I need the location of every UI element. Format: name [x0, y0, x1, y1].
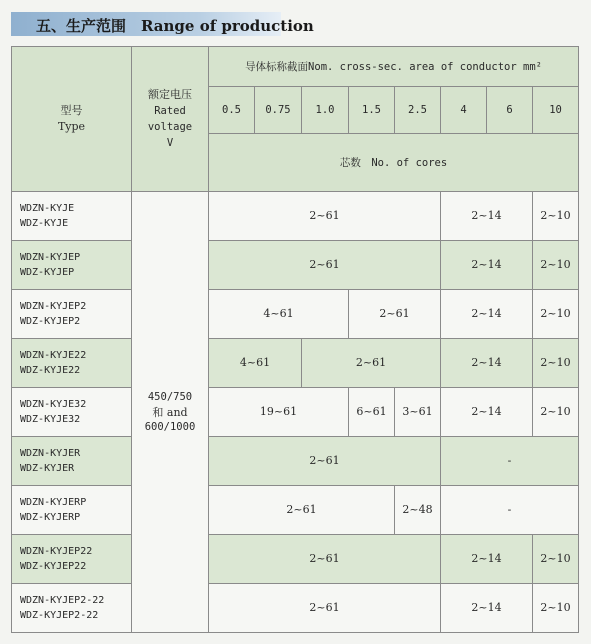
type-header	[12, 47, 132, 192]
cores-cell: 2~61	[209, 241, 441, 290]
type-cell	[12, 486, 132, 535]
cores-cell: 4~61	[209, 339, 302, 388]
size-10: 10	[533, 87, 579, 134]
type-name-1: WDZN-KYJEP22	[20, 546, 93, 557]
table-row	[12, 290, 579, 339]
table-row	[12, 437, 579, 486]
cores-cell: 2~14	[441, 192, 533, 241]
cores-cell: 2~10	[533, 584, 579, 633]
type-name-1: WDZN-KYJE	[20, 203, 75, 214]
table-row	[12, 339, 579, 388]
cores-header: 芯数 No. of cores	[209, 134, 579, 192]
size-6: 6	[487, 87, 533, 134]
cores-cell: 2~61	[209, 584, 441, 633]
voltage-header-en2: voltage	[147, 121, 193, 133]
type-name-2: WDZ-KYJEP	[20, 267, 75, 278]
cores-cell: 6~61	[349, 388, 395, 437]
type-name-2: WDZ-KYJEP2	[20, 316, 81, 327]
type-cell	[12, 535, 132, 584]
type-name-1: WDZN-KYJEP	[20, 252, 81, 263]
type-name-2: WDZ-KYJERP	[20, 512, 81, 523]
cores-cell: 2~14	[441, 339, 533, 388]
cores-cell: 2~48	[395, 486, 441, 535]
table-row	[12, 486, 579, 535]
type-name-1: WDZN-KYJE32	[20, 399, 87, 410]
type-cell	[12, 339, 132, 388]
type-name-2: WDZ-KYJE32	[20, 414, 81, 425]
type-name-2: WDZ-KYJER	[20, 463, 75, 474]
cores-cell: 2~14	[441, 290, 533, 339]
table-row	[12, 192, 579, 241]
cores-cell: 2~10	[533, 339, 579, 388]
type-name-1: WDZN-KYJEP2-22	[20, 595, 105, 606]
type-cell	[12, 388, 132, 437]
type-name-1: WDZN-KYJE22	[20, 350, 87, 361]
cores-cell: 2~14	[441, 584, 533, 633]
cores-cell: 2~10	[533, 290, 579, 339]
type-header-en: Type	[57, 120, 86, 133]
voltage-header-en1: Rated	[154, 105, 186, 117]
section-title: 五、生产范围 Range of production	[36, 17, 314, 35]
type-name-2: WDZ-KYJE22	[20, 365, 81, 376]
cores-cell: 2~10	[533, 535, 579, 584]
cores-cell: -	[441, 486, 579, 535]
size-2-5: 2.5	[395, 87, 441, 134]
voltage-line-3: 600/1000	[144, 420, 196, 433]
cores-cell: 3~61	[395, 388, 441, 437]
cores-cell: 2~61	[349, 290, 441, 339]
production-range-table	[11, 46, 579, 633]
voltage-cell	[132, 192, 209, 633]
size-1-0: 1.0	[302, 87, 349, 134]
voltage-header-cn: 额定电压	[148, 88, 192, 101]
cores-cell: 2~61	[209, 535, 441, 584]
voltage-line-1: 450/750	[147, 390, 193, 403]
cores-cell: 2~10	[533, 388, 579, 437]
size-0-75: 0.75	[255, 87, 302, 134]
type-cell	[12, 437, 132, 486]
table-row	[12, 241, 579, 290]
size-0-5: 0.5	[209, 87, 255, 134]
cores-cell: 2~14	[441, 241, 533, 290]
voltage-header	[132, 47, 209, 192]
type-name-1: WDZN-KYJERP	[20, 497, 87, 508]
table-row	[12, 388, 579, 437]
area-header: 导体标称截面Nom. cross-sec. area of conductor mm²	[209, 47, 579, 87]
type-cell	[12, 584, 132, 633]
type-cell	[12, 192, 132, 241]
type-name-1: WDZN-KYJEP2	[20, 301, 87, 312]
type-name-2: WDZ-KYJE	[20, 218, 69, 229]
cores-cell: 2~61	[302, 339, 441, 388]
type-name-1: WDZN-KYJER	[20, 448, 81, 459]
table-row	[12, 584, 579, 633]
cores-cell: 2~61	[209, 192, 441, 241]
cores-cell: 2~61	[209, 486, 395, 535]
size-1-5: 1.5	[349, 87, 395, 134]
voltage-line-2: 和 and	[152, 405, 188, 419]
voltage-header-unit: V	[166, 137, 174, 149]
cores-cell: 2~10	[533, 241, 579, 290]
cores-cell: 19~61	[209, 388, 349, 437]
cores-cell: 2~14	[441, 535, 533, 584]
cores-cell: 2~61	[209, 437, 441, 486]
cores-cell: -	[441, 437, 579, 486]
table-row	[12, 535, 579, 584]
cores-cell: 4~61	[209, 290, 349, 339]
type-header-cn: 型号	[60, 104, 83, 117]
size-4: 4	[441, 87, 487, 134]
type-name-2: WDZ-KYJEP2-22	[20, 610, 99, 621]
type-cell	[12, 290, 132, 339]
type-name-2: WDZ-KYJEP22	[20, 561, 87, 572]
cores-cell: 2~10	[533, 192, 579, 241]
cores-cell: 2~14	[441, 388, 533, 437]
type-cell	[12, 241, 132, 290]
